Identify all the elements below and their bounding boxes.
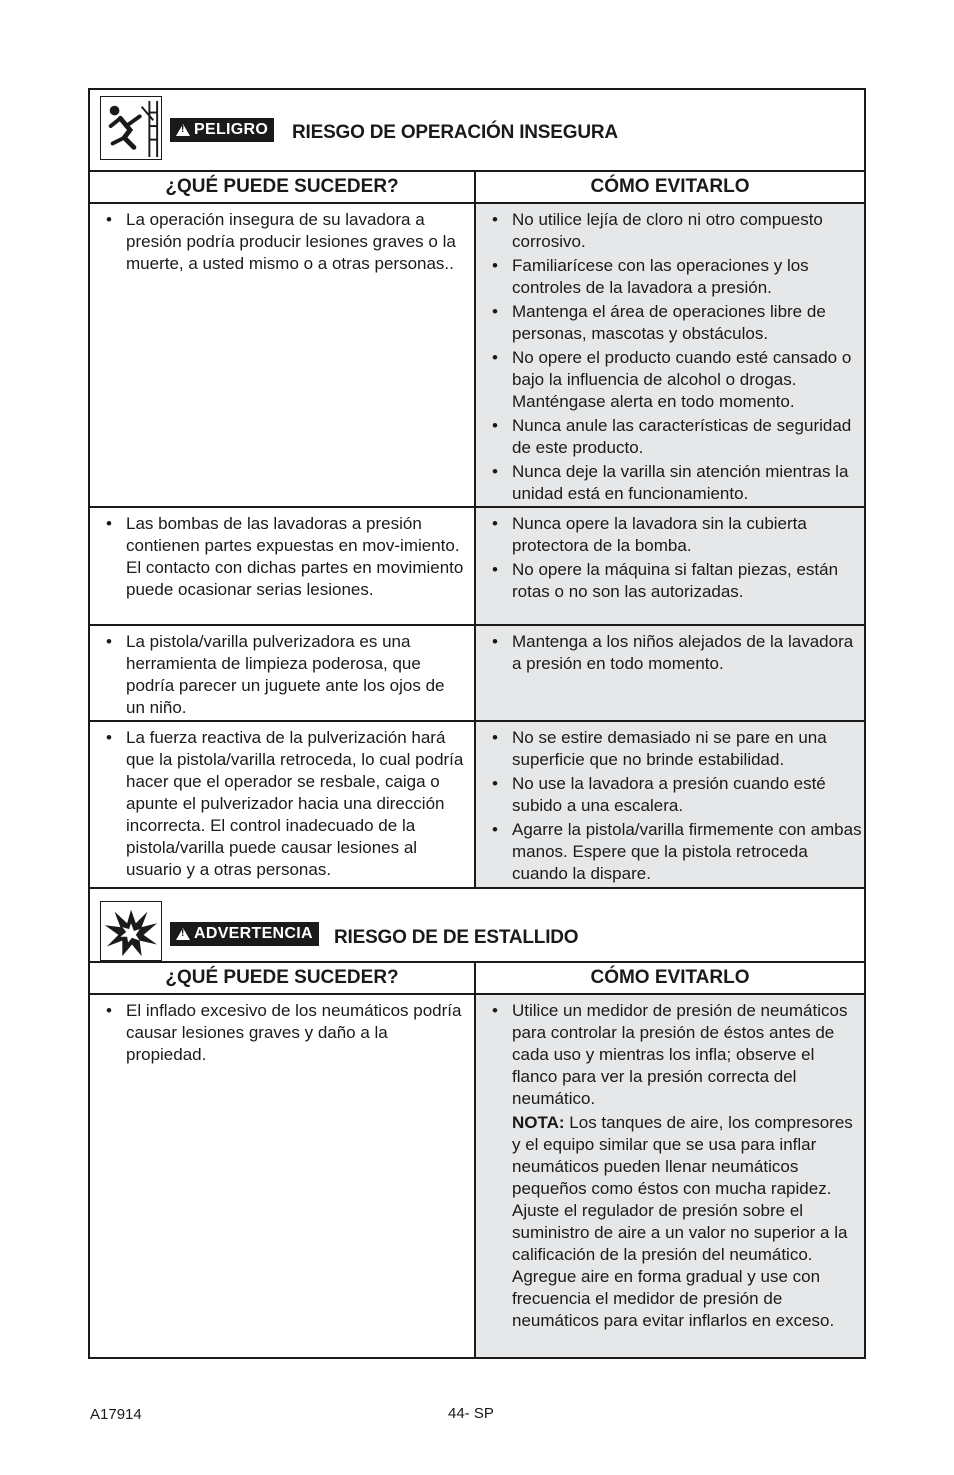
explosion-icon (100, 901, 162, 961)
how-cell (476, 626, 864, 720)
what-cell (90, 626, 476, 720)
note-paragraph (476, 1112, 864, 1332)
what-cell (90, 204, 476, 506)
column-header-row (90, 963, 864, 995)
column-header-row (90, 172, 864, 204)
page-number: 44- SP (448, 1405, 494, 1422)
list-item: • Mantenga a los niños alejados de la lavadora a presión en todo momento. (476, 631, 864, 675)
list-item: • Familiarícese con las operaciones y los controles de la lavadora a presión. (476, 255, 864, 299)
list-item: • Las bombas de las lavadoras a presión contienen partes expuestas en mov-imiento. El contacto con dichas partes en movimiento puede ocasionar serias lesiones. (90, 513, 468, 601)
table-row (90, 204, 864, 508)
list-item: • Utilice un medidor de presión de neumáticos para controlar la presión de éstos antes de cada uso y mientras los infla; observe el flanco para ver la presión correcta del neumático. (476, 1000, 864, 1110)
table-row (90, 626, 864, 722)
column-header-what: ¿QUÉ PUEDE SUCEDER? (90, 172, 476, 202)
what-cell (90, 508, 476, 624)
fall-hazard-icon (100, 96, 162, 160)
hazard-title: RIESGO DE OPERACIÓN INSEGURA (292, 122, 618, 143)
what-cell (90, 995, 476, 1357)
list-item: • La operación insegura de su lavadora a presión podría producir lesiones graves o la muerte, a usted mismo o a otras personas.. (90, 209, 468, 275)
list-item: • La pistola/varilla pulverizadora es una herramienta de limpieza poderosa, que podría parecer un juguete ante los ojos de un niño. (90, 631, 468, 719)
list-item: • El inflado excesivo de los neumáticos podría causar lesiones graves y daño a la propiedad. (90, 1000, 468, 1066)
list-item: • Nunca anule las características de seguridad de este producto. (476, 415, 864, 459)
list-item: • Agarre la pistola/varilla firmemente con ambas manos. Espere que la pistola retroceda cuando la dispare. (476, 819, 864, 885)
list-item: • No opere el producto cuando esté cansado o bajo la influencia de alcohol o drogas. Manténgase alerta en todo momento. (476, 347, 864, 413)
note-text: Los tanques de aire, los compresores y el equipo similar que se usa para inflar neumáticos pueden llenar neumáticos pequeños como éstos con mucha rapidez. Ajuste el regulador de presión sobre el suministro de aire a un valor no superior a la calificación de la presión del neumático. Agregue aire en forma gradual y use con frecuencia el medidor de presión de neumáticos para evitar inflarlos en exceso. (512, 1113, 853, 1330)
safety-table (88, 88, 866, 1359)
warning-triangle-icon (176, 124, 190, 136)
table-row (90, 722, 864, 889)
hazard-title: RIESGO DE DE ESTALLIDO (334, 927, 579, 948)
list-item: • No use la lavadora a presión cuando esté subido a una escalera. (476, 773, 864, 817)
list-item: • La fuerza reactiva de la pulverización hará que la pistola/varilla retroceda, lo cual podría hacer que el operador se resbale, caiga o apunte el pulverizador hacia una dirección incorrecta. El control inadecuado de la pistola/varilla puede causar lesiones al usuario y a otras personas. (90, 727, 468, 881)
list-item: • No utilice lejía de cloro ni otro compuesto corrosivo. (476, 209, 864, 253)
document-number: A17914 (90, 1406, 142, 1423)
note-label: NOTA: (512, 1113, 565, 1132)
column-header-how: CÓMO EVITARLO (476, 963, 864, 993)
hazard-header-operation (90, 90, 864, 172)
how-cell (476, 204, 864, 506)
warning-triangle-icon (176, 928, 190, 940)
hazard-header-burst (90, 889, 864, 963)
table-row (90, 995, 864, 1357)
list-item: • No se estire demasiado ni se pare en una superficie que no brinde estabilidad. (476, 727, 864, 771)
column-header-how: CÓMO EVITARLO (476, 172, 864, 202)
what-cell (90, 722, 476, 887)
warning-signal-label: ! ADVERTENCIA (170, 922, 319, 946)
danger-signal-label: ! PELIGRO (170, 118, 274, 142)
list-item: • Mantenga el área de operaciones libre de personas, mascotas y obstáculos. (476, 301, 864, 345)
how-cell (476, 722, 864, 887)
list-item: • Nunca deje la varilla sin atención mientras la unidad está en funcionamiento. (476, 461, 864, 505)
table-row (90, 508, 864, 626)
list-item: • Nunca opere la lavadora sin la cubierta protectora de la bomba. (476, 513, 864, 557)
how-cell (476, 995, 864, 1357)
list-item: • No opere la máquina si faltan piezas, están rotas o no son las autorizadas. (476, 559, 864, 603)
column-header-what: ¿QUÉ PUEDE SUCEDER? (90, 963, 476, 993)
how-cell (476, 508, 864, 624)
